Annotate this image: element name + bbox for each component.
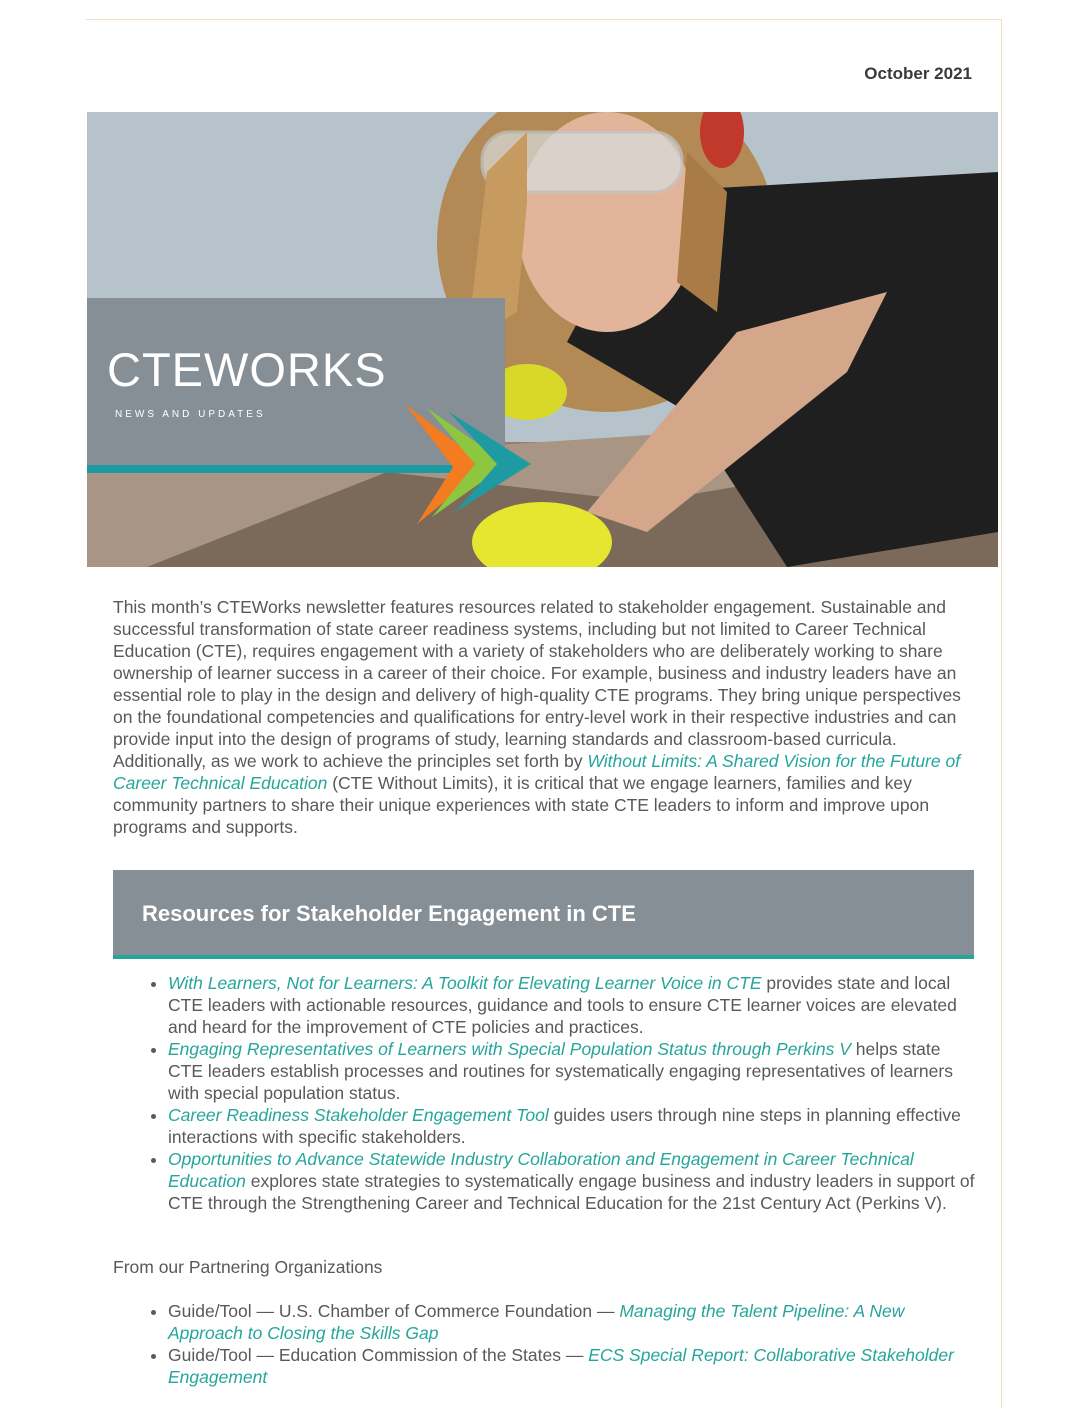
chevron-arrows-icon (87, 112, 998, 567)
brand-subtitle: NEWS AND UPDATES (115, 409, 266, 420)
partner-link[interactable]: Managing the Talent Pipeline: A New Approach to Closing the Skills Gap (168, 1301, 905, 1343)
list-item (168, 1300, 979, 1344)
list-item (168, 1038, 979, 1104)
list-item (168, 1344, 979, 1388)
partners-list (113, 1300, 979, 1388)
cte-without-limits-link[interactable]: Without Limits: A Shared Vision for the Future of Career Technical Education (113, 751, 961, 793)
resource-description: explores state strategies to systematically engage business and industry leaders in support of CTE through the Strengthening Career and Technical Education for the 21st Century Act (Perkins V). (168, 1171, 975, 1213)
list-item (168, 972, 979, 1038)
hero-banner (87, 112, 998, 567)
section-header (113, 870, 974, 959)
resource-link[interactable]: Career Readiness Stakeholder Engagement Tool (168, 1105, 549, 1125)
partner-prefix: Guide/Tool — Education Commission of the States — (168, 1345, 589, 1365)
frame-border-right (1001, 19, 1002, 1408)
resources-list (113, 972, 979, 1214)
frame-border-top (86, 19, 1002, 20)
brand-title: CTEWORKS (107, 343, 387, 396)
intro-text-after: (CTE Without Limits), it is critical that we engage learners, families and key community partners to share their unique experiences with state CTE leaders to inform and improve upon programs and supports. (113, 773, 930, 837)
partner-link[interactable]: ECS Special Report: Collaborative Stakeholder Engagement (168, 1345, 954, 1387)
intro-paragraph (113, 596, 979, 838)
intro-text-before: This month’s CTEWorks newsletter features resources related to stakeholder engagement. Sustainable and successful transformation of state career readiness systems, including but not limited to Career Technical Education (CTE), requires engagement with a variety of stakeholders who are deliberately working to share ownership of learner success in a career of their choice. For example, business and industry leaders have an essential role to play in the design and delivery of high-quality CTE programs. They bring unique perspectives on the foundational competencies and qualifications for entry-level work in their respective industries and can provide input into the design of programs of study, learning standards and classroom-based curricula. Additionally, as we work to achieve the principles set forth by (113, 597, 961, 771)
list-item (168, 1148, 979, 1214)
resource-description: provides state and local CTE leaders with actionable resources, guidance and tools to ensure CTE learner voices are elevated and heard for the improvement of CTE policies and practices. (168, 973, 957, 1037)
resource-description: helps state CTE leaders establish processes and routines for systematically engaging representatives of learners with special population status. (168, 1039, 953, 1103)
resource-link[interactable]: Opportunities to Advance Statewide Industry Collaboration and Engagement in Career Technical Education (168, 1149, 914, 1191)
partners-label: From our Partnering Organizations (113, 1257, 383, 1277)
section-title: Resources for Stakeholder Engagement in CTE (142, 901, 636, 926)
issue-date: October 2021 (864, 64, 972, 83)
resource-link[interactable]: With Learners, Not for Learners: A Toolkit for Elevating Learner Voice in CTE (168, 973, 762, 993)
list-item (168, 1104, 979, 1148)
partner-prefix: Guide/Tool — U.S. Chamber of Commerce Foundation — (168, 1301, 620, 1321)
resource-link[interactable]: Engaging Representatives of Learners with Special Population Status through Perkins V (168, 1039, 851, 1059)
resource-description: guides users through nine steps in planning effective interactions with specific stakeholders. (168, 1105, 961, 1147)
